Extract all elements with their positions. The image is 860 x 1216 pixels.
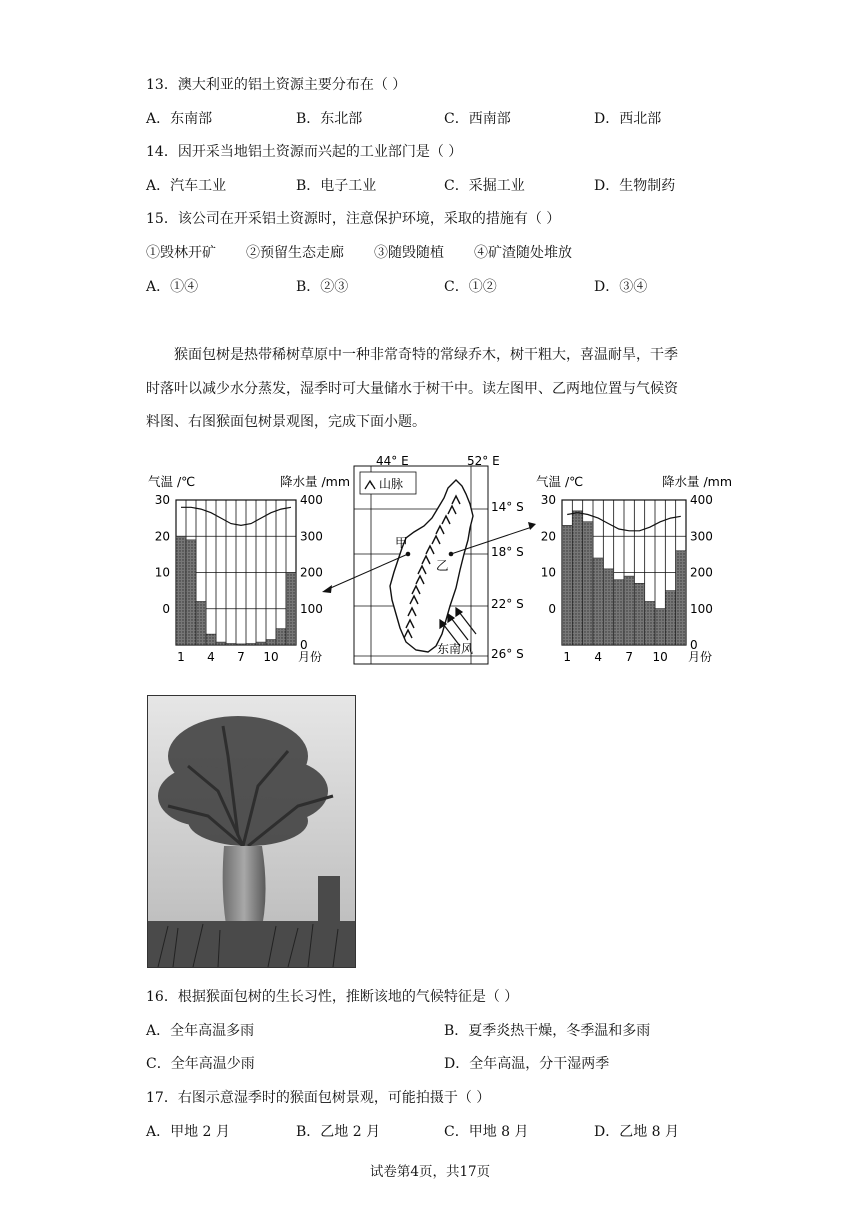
precip-bar [676, 551, 686, 645]
precip-tick-label: 200 [690, 565, 713, 580]
precip-bar [256, 642, 266, 645]
temp-axis-label: 气温 /℃ [148, 474, 196, 489]
q14-option-a[interactable]: A．汽车工业 [146, 178, 227, 194]
precip-tick-label: 0 [300, 638, 308, 652]
precip-bar [583, 522, 593, 645]
precip-bar [634, 583, 644, 645]
q13-option-a[interactable]: A．东南部 [146, 111, 213, 127]
precip-bar [196, 602, 206, 646]
q15-stem: 15．该公司在开采铝土资源时，注意保护环境，采取的措施有（ ） [146, 211, 561, 227]
label-jia: 甲 [395, 535, 408, 550]
precip-bar [266, 640, 276, 645]
precip-tick-label: 100 [690, 601, 713, 616]
arrowhead-left [322, 585, 332, 593]
q16-option-d[interactable]: D．全年高温，分干湿两季 [444, 1056, 610, 1072]
precip-tick-label: 0 [690, 638, 698, 652]
precip-bar [236, 644, 246, 645]
q15-option-d[interactable]: D．③④ [594, 279, 648, 295]
q15-option-b[interactable]: B．②③ [296, 279, 349, 295]
precip-bar [572, 511, 582, 645]
lon-label-44e: 44° E [376, 454, 409, 468]
q17-option-c[interactable]: C．甲地 8 月 [444, 1124, 529, 1140]
month-tick-label: 4 [594, 650, 602, 664]
q15-choice-1: ①毁林开矿 [146, 245, 216, 261]
month-tick-label: 10 [652, 650, 668, 664]
precip-bar [286, 573, 296, 646]
month-tick-label: 1 [563, 650, 571, 664]
precip-axis-label-2: 降水量 /mm [662, 474, 733, 489]
precip-bar [645, 602, 655, 646]
q14-option-c[interactable]: C．采掘工业 [444, 178, 525, 194]
q15-choice-4: ④矿渣随处堆放 [474, 245, 572, 261]
precip-bar [216, 642, 226, 645]
month-tick-label: 4 [207, 650, 215, 664]
precip-tick-label: 300 [690, 529, 713, 544]
precip-axis-label: 降水量 /mm [280, 474, 351, 489]
lon-label-52e: 52° E [467, 454, 500, 468]
q14-option-b[interactable]: B．电子工业 [296, 178, 377, 194]
temp-tick-label: 0 [548, 601, 556, 616]
q17-option-b[interactable]: B．乙地 2 月 [296, 1124, 381, 1140]
precip-bar [176, 536, 186, 645]
arrowhead-right [528, 522, 536, 530]
label-yi: 乙 [436, 558, 449, 573]
precip-bar [593, 558, 603, 645]
precip-bar [603, 569, 613, 645]
month-tick-label: 10 [263, 650, 279, 664]
temp-tick-label: 30 [540, 493, 556, 507]
precip-bar [655, 609, 665, 645]
q16-option-b[interactable]: B．夏季炎热干燥，冬季温和多雨 [444, 1023, 651, 1039]
precip-tick-label: 300 [300, 529, 323, 544]
baobab-tree-photo [147, 695, 356, 968]
q15-choice-2: ②预留生态走廊 [246, 245, 344, 261]
q15-option-c[interactable]: C．①② [444, 279, 497, 295]
temp-tick-label: 30 [154, 493, 170, 507]
precip-bar [276, 629, 286, 645]
lat-label-22s: 22° S [491, 597, 524, 611]
q17-option-a[interactable]: A．甲地 2 月 [146, 1124, 230, 1140]
lat-label-14s: 14° S [491, 500, 524, 514]
q17-stem: 17．右图示意湿季时的猴面包树景观，可能拍摄于（ ） [146, 1090, 491, 1106]
precip-tick-label: 400 [690, 493, 713, 507]
x-axis-label: 月份 [298, 650, 323, 664]
q15-option-a[interactable]: A．①④ [146, 279, 199, 295]
passage-line-1: 猴面包树是热带稀树草原中一种非常奇特的常绿乔木，树干粗大，喜温耐旱，干季 [174, 347, 678, 363]
precip-tick-label: 200 [300, 565, 323, 580]
precip-tick-label: 100 [300, 601, 323, 616]
month-tick-label: 7 [237, 650, 245, 664]
q16-stem: 16．根据猴面包树的生长习性，推断该地的气候特征是（ ） [146, 989, 519, 1005]
q17-option-d[interactable]: D．乙地 8 月 [594, 1124, 680, 1140]
temp-tick-label: 10 [154, 565, 170, 580]
legend-mountain-label: 山脉 [379, 477, 404, 491]
q13-stem: 13．澳大利亚的铝土资源主要分布在（ ） [146, 77, 407, 93]
precip-bar [206, 634, 216, 645]
q13-option-c[interactable]: C．西南部 [444, 111, 511, 127]
month-tick-label: 7 [625, 650, 633, 664]
precip-bar [246, 644, 256, 645]
madagascar-map [354, 454, 524, 664]
lat-label-18s: 18° S [491, 545, 524, 559]
x-axis-label: 月份 [688, 650, 713, 664]
wind-label: 东南风 [437, 642, 474, 656]
temp-tick-label: 0 [162, 601, 170, 616]
temp-tick-label: 10 [540, 565, 556, 580]
temp-tick-label: 20 [154, 529, 170, 544]
q13-option-d[interactable]: D．西北部 [594, 111, 662, 127]
precip-bar [562, 525, 572, 645]
temp-tick-label: 20 [540, 529, 556, 544]
page-footer: 试卷第4页，共17页 [369, 1164, 491, 1180]
q15-choice-3: ③随毁随植 [374, 245, 444, 261]
climate-chart-yi [536, 474, 732, 664]
climate-figure [140, 448, 740, 673]
q16-option-c[interactable]: C．全年高温少雨 [146, 1056, 255, 1072]
q16-option-a[interactable]: A．全年高温多雨 [146, 1023, 255, 1039]
q13-option-b[interactable]: B．东北部 [296, 111, 363, 127]
precip-bar [665, 591, 675, 645]
q14-option-d[interactable]: D．生物制药 [594, 178, 676, 194]
month-tick-label: 1 [177, 650, 185, 664]
lat-label-26s: 26° S [491, 647, 524, 661]
precip-tick-label: 400 [300, 493, 323, 507]
precip-bar [186, 540, 196, 645]
precip-bar [624, 576, 634, 645]
passage-line-2: 时落叶以减少水分蒸发，湿季时可大量储水于树干中。读左图甲、乙两地位置与气候资 [146, 381, 678, 397]
q14-stem: 14．因开采当地铝土资源而兴起的工业部门是（ ） [146, 144, 463, 160]
temp-axis-label-2: 气温 /℃ [536, 474, 584, 489]
precip-bar [226, 644, 236, 645]
climate-chart-jia [148, 474, 350, 664]
passage-line-3: 料图、右图猴面包树景观图，完成下面小题。 [146, 414, 426, 430]
precip-bar [614, 580, 624, 645]
